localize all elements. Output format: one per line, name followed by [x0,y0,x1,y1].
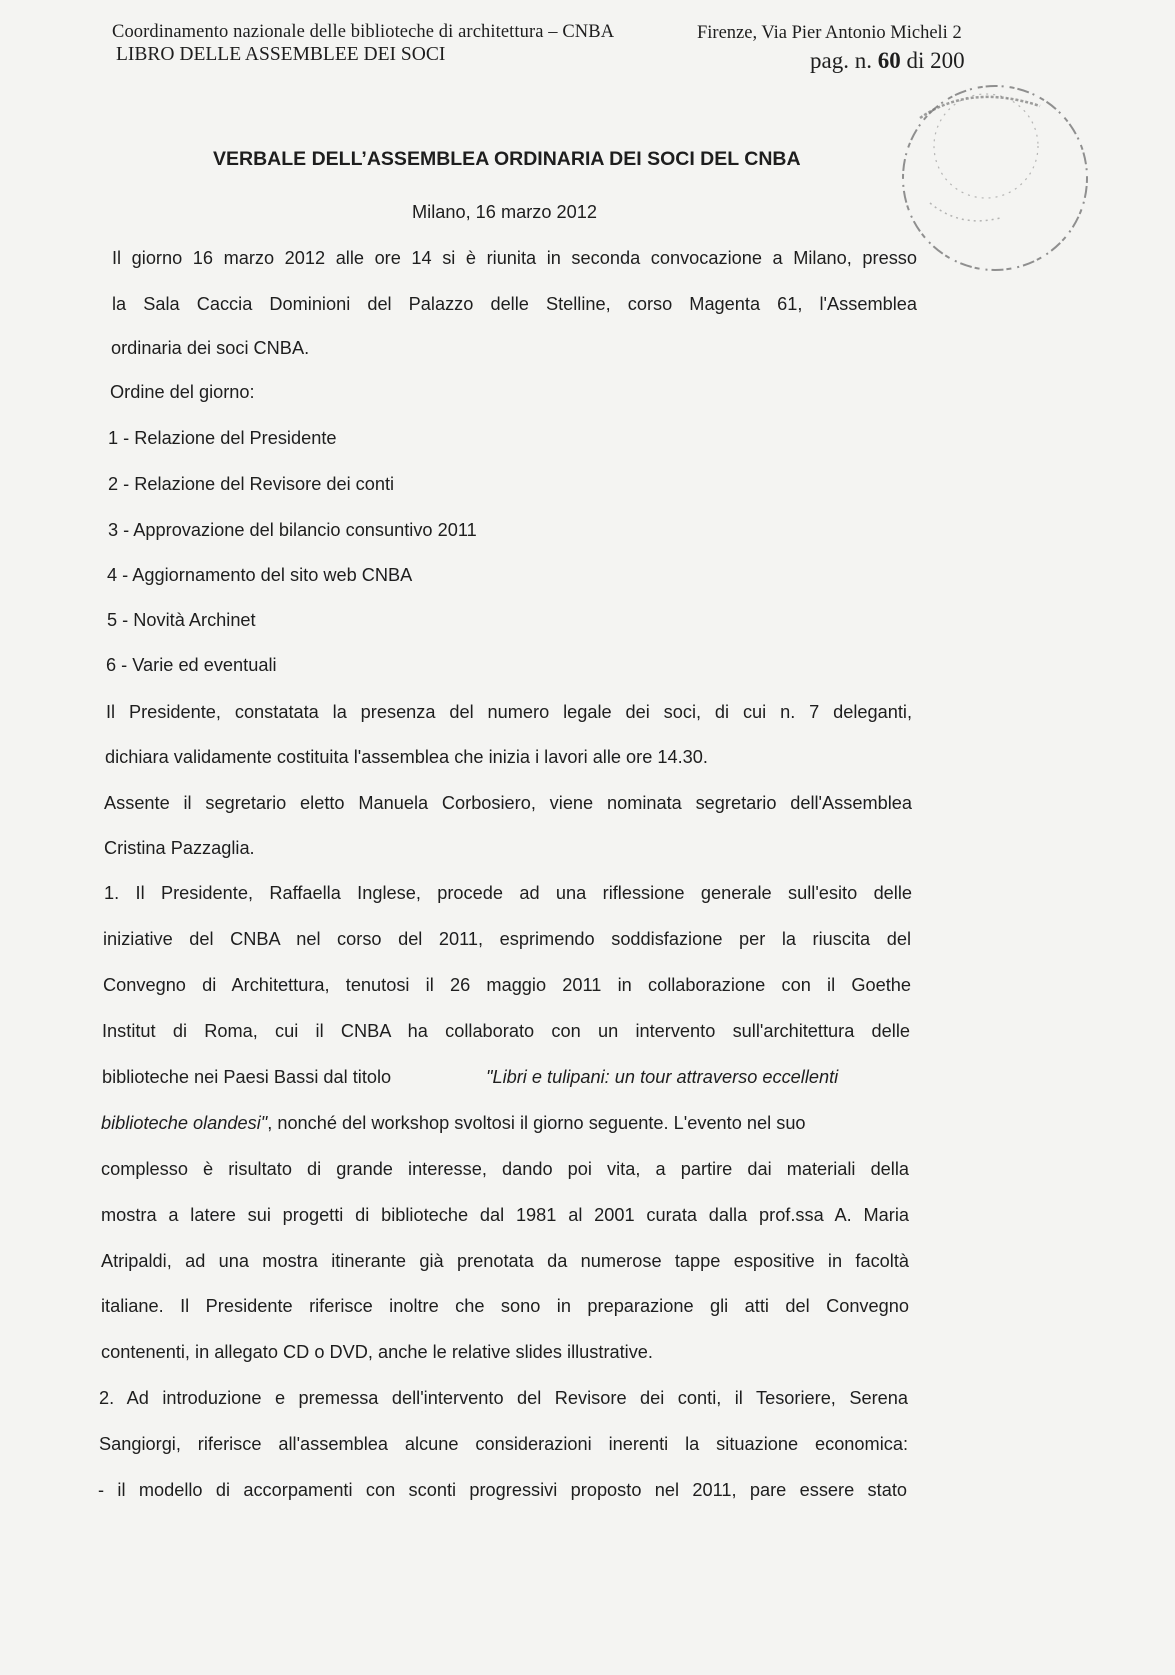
page-total: di 200 [906,48,965,73]
quorum-line-1: Il Presidente, constatata la presenza del numero legale dei soci, di cui n. 7 deleganti, [106,702,912,722]
item2-line: - il modello di accorpamenti con sconti progressivi proposto nel 2011, pare essere stato [98,1480,907,1500]
item2-line: 2. Ad introduzione e premessa dell'intervento del Revisore dei conti, il Tesoriere, Serena [99,1388,908,1408]
document-title: VERBALE DELL’ASSEMBLEA ORDINARIA DEI SOCI DEL CNBA [213,148,801,170]
item1-line: Convegno di Architettura, tenutosi il 26 maggio 2011 in collaborazione con il Goethe [103,975,911,995]
intro-line-3: ordinaria dei soci CNBA. [111,338,310,358]
page-prefix: pag. n. [810,48,872,73]
quorum-line-2: dichiara validamente costituita l'assemblea che inizia i lavori alle ore 14.30. [105,747,708,767]
agenda-item: 2 - Relazione del Revisore dei conti [108,474,395,494]
page-number-label [810,48,965,74]
item1-line-5-text: biblioteche nei Paesi Bassi dal titolo [102,1067,392,1087]
agenda-item: 3 - Approvazione del bilancio consuntivo 2011 [108,520,477,540]
page-number: 60 [877,48,901,73]
intro-line-2: la Sala Caccia Dominioni del Palazzo delle Stelline, corso Magenta 61, l'Assemblea [112,294,917,314]
item1-line: Institut di Roma, cui il CNBA ha collaborato con un intervento sull'architettura delle [102,1021,910,1041]
item1-line-6 [101,1113,806,1134]
item1-line: contenenti, in allegato CD o DVD, anche le relative slides illustrative. [101,1342,653,1362]
intro-line-1: Il giorno 16 marzo 2012 alle ore 14 si è riunita in seconda convocazione a Milano, presso [112,248,917,268]
header-organization: Coordinamento nazionale delle biblioteche di architettura – CNBA [112,22,615,42]
talk-title-part-1: "Libri e tulipani: un tour attraverso eccellenti [486,1067,839,1087]
stamp-seal-icon [890,78,1105,293]
agenda-heading: Ordine del giorno: [110,382,255,402]
item1-line: mostra a latere sui progetti di biblioteche dal 1981 al 2001 curata dalla prof.ssa A. Maria [101,1205,909,1225]
place-date: Milano, 16 marzo 2012 [412,202,598,222]
secretary-line-1: Assente il segretario eletto Manuela Corbosiero, viene nominata segretario dell'Assemblea [104,793,912,813]
item1-line: iniziative del CNBA nel corso del 2011, esprimendo soddisfazione per la riuscita del [103,929,911,949]
item1-line: 1. Il Presidente, Raffaella Inglese, procede ad una riflessione generale sull'esito delle [104,883,912,903]
agenda-item: 4 - Aggiornamento del sito web CNBA [107,565,413,585]
header-book-title: LIBRO DELLE ASSEMBLEE DEI SOCI [116,44,446,65]
header-address: Firenze, Via Pier Antonio Micheli 2 [697,23,962,43]
agenda-item: 5 - Novità Archinet [107,610,256,630]
item1-line-5 [102,1067,910,1088]
item1-line: Atripaldi, ad una mostra itinerante già prenotata da numerose tappe espositive in facoltà [101,1251,909,1271]
item1-line: italiane. Il Presidente riferisce inoltre che sono in preparazione gli atti del Convegno [101,1296,909,1316]
secretary-line-2: Cristina Pazzaglia. [104,838,255,858]
agenda-item: 1 - Relazione del Presidente [108,428,337,448]
talk-title-part-2: biblioteche olandesi" [101,1113,268,1133]
agenda-item: 6 - Varie ed eventuali [106,655,277,675]
item1-line-6-text: , nonché del workshop svoltosi il giorno seguente. L'evento nel suo [267,1113,806,1133]
item1-line: complesso è risultato di grande interesse, dando poi vita, a partire dai materiali della [101,1159,909,1179]
item2-line: Sangiorgi, riferisce all'assemblea alcune considerazioni inerenti la situazione economica: [99,1434,908,1454]
